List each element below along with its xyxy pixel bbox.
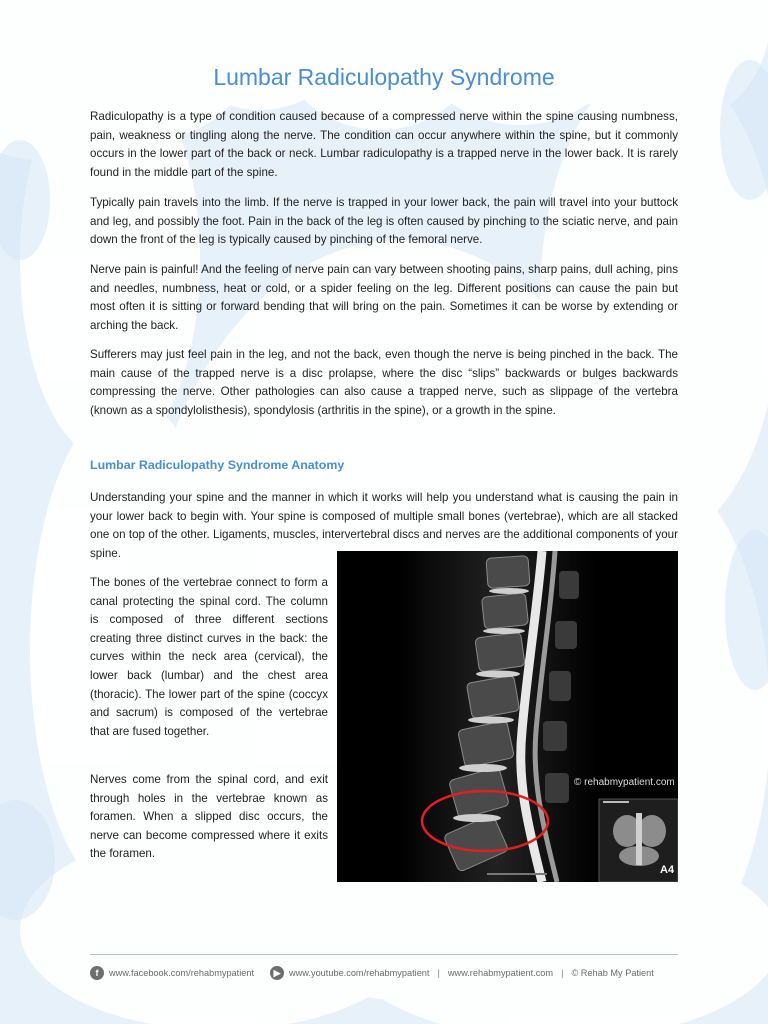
footer-separator: |: [561, 968, 564, 978]
paragraph-text: Radiculopathy is a type of condition caused because of a compressed nerve within the spine causing numbness, pain, weakness or tingling along the nerve. The condition can occur anywhere within the spine, but it commonly occurs in the lower part of the back or neck. Lumbar radiculopathy is a trapped nerve in the lower back. It is rarely found in the middle part of the spine.: [90, 110, 678, 179]
footer-separator: |: [437, 968, 440, 978]
paragraph-foramen: [90, 771, 328, 864]
paragraph-sufferers: [90, 346, 678, 420]
footer-facebook-link[interactable]: www.facebook.com/rehabmypatient: [109, 968, 255, 978]
paragraph-intro: [90, 108, 678, 182]
paragraph-pain-travel: [90, 194, 678, 250]
paragraph-text: Nerve pain is painful! And the feeling of nerve pain can vary between shooting pains, sharp pains, dull aching, pins and needles, numbness, heat or cold, or a spider feeling on the leg. Different positions can cause the pain but most often it is sitting or forward bending that will bring on the pain. Sometimes it can be worse by extending or arching the back.: [90, 263, 678, 332]
paragraph-text: Nerves come from the spinal cord, and exit through holes in the vertebrae known as foramen. When a slipped disc occurs, the nerve can become compressed where it exits the foramen.: [90, 773, 328, 861]
paragraph-vertebrae: [90, 574, 328, 741]
youtube-play-icon[interactable]: ▶: [270, 966, 284, 980]
paragraph-text: Understanding your spine and the manner in which it works will help you understand what is causing the pain in your lower back to begin with. Your spine is composed of multiple small bones (vertebrae), which are all stacked one on top of the other. Ligaments, muscles, intervertebral discs and nerves are the additional components of your spine.: [90, 491, 678, 560]
paragraph-text: Sufferers may just feel pain in the leg, and not the back, even though the nerve is being pinched in the back. The main cause of the trapped nerve is a disc prolapse, where the disc “slips” backwards or bulges backwards compressing the nerve. Other pathologies can also cause a trapped nerve, such as slippage of the vertebra (known as a spondylolisthesis), spondylosis (arthritis in the spine), or a growth in the spine.: [90, 348, 678, 417]
paragraph-text: Typically pain travels into the limb. If the nerve is trapped in your lower back, the pain will travel into your buttock and leg, and possibly the foot. Pain in the back of the leg is often caused by pinching to the sciatic nerve, and pain down the front of the leg is typically caused by pinching of the femoral nerve.: [90, 196, 678, 247]
footer: [90, 963, 680, 983]
image-watermark: © rehabmypatient.com: [574, 777, 675, 788]
paragraph-text: The bones of the vertebrae connect to form a canal protecting the spinal cord. The column is composed of three different sections creating three distinct curves in the back: the curves within the neck area (cervical), the lower back (lumbar) and the chest area (thoracic). The lower part of the spine (coccyx and sacrum) is composed of the vertebrae that are fused together.: [90, 576, 328, 738]
footer-website-link[interactable]: www.rehabmypatient.com: [447, 968, 554, 978]
facebook-icon[interactable]: f: [90, 966, 104, 980]
section-heading-anatomy: Lumbar Radiculopathy Syndrome Anatomy: [90, 458, 345, 472]
paragraph-nerve-pain: [90, 261, 678, 335]
footer-divider: [90, 954, 678, 955]
footer-youtube-link[interactable]: www.youtube.com/rehabmypatient: [289, 968, 430, 978]
page-title: Lumbar Radiculopathy Syndrome: [213, 64, 555, 90]
mri-illustration: [337, 551, 678, 882]
inset-label: A4: [660, 864, 675, 876]
mri-spine-image: [337, 551, 678, 882]
footer-copyright: © Rehab My Patient: [571, 968, 654, 978]
